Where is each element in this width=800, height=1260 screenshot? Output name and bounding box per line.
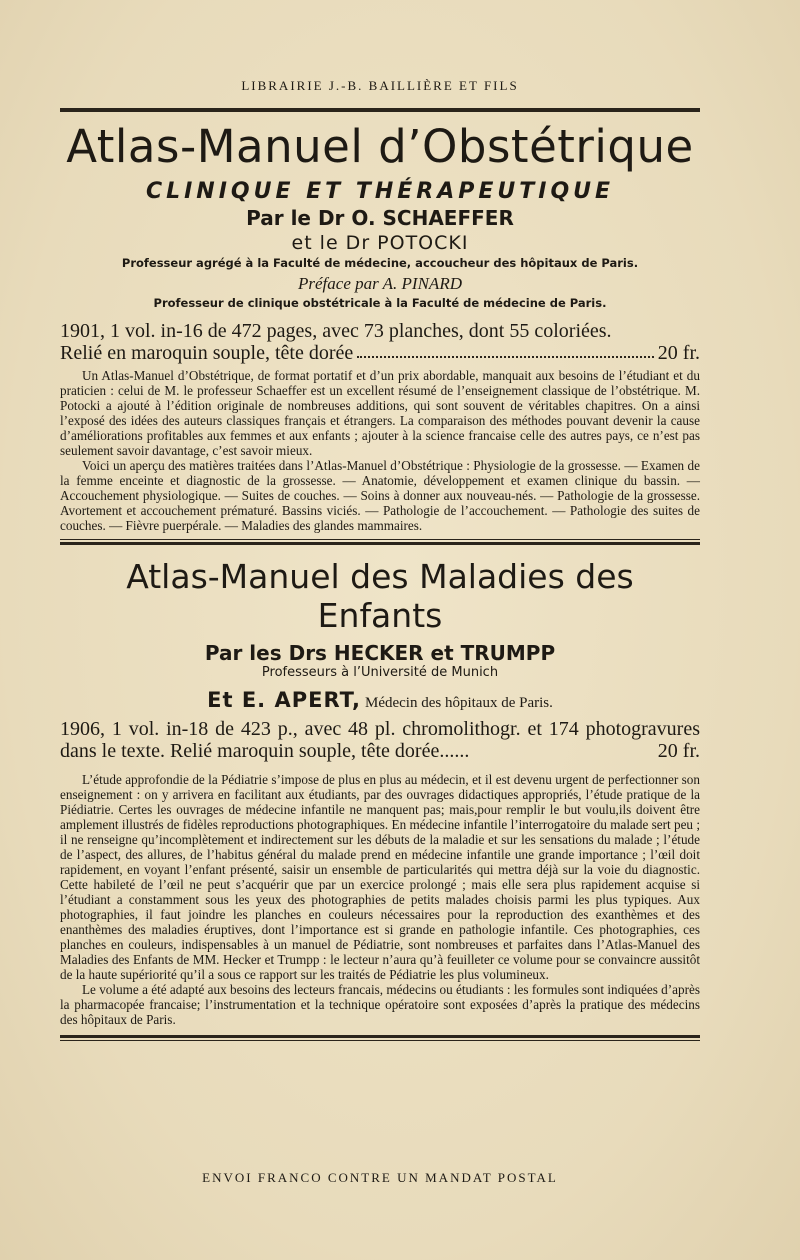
book2-pub-info: 1906, 1 vol. in-18 de 423 p., avec 48 pl. chromolithogr. et 174 photogravures dans le texte. Relié maroquin souple, tête dorée...... <box>60 718 700 762</box>
book2-paragraph: L’étude approfondie de la Pédiatrie s’impose de plus en plus au médecin, et il est devenu urgent de perfectionner son enseignement : on y arrivera en facilitant aux étudiants, par des ouvrages didactiques appropriés, l’étude pratique de la Piédiatrie. Certes les ouvrages de médecine infantile ne manquent pas; mais,pour remplir le but voulu,ils doivent être amplement illustrés de fidèles reproductions photographiques. En médecine infantile l’interrogatoire du malade sert peu ; il ne renseigne qu’incomplètement et indirectement sur les débuts de la maladie et sur les sensations du malade ; l’étude de l’aspect, des allures, de l’habitus général du malade prend en médecine infantile une grande importance ; l’œil doit rapidement, en voyant l’enfant présenté, saisir un ensemble de particularités qui mettra déjà sur la voie du diagnostic. Cette habileté de l’œil ne peut s’acquérir que par un exercice prolongé ; mais elle sera plus rapidement acquise si l’étudiant a constamment sous les yeux des photographies de petits malades choisis parmi les plus typiques. Aux photographies, il faut joindre les planches en couleurs nécessaires pour la reproduction des exanthèmes et des enanthèmes des maladies éruptives, dont l’importance est si grande en pathologie infantile. Ces photographies, ces planches en couleurs, indispensables à un manuel de Pédiatrie, sont nombreuses et parfaites dans l’Atlas-Manuel des Maladies des Enfants de MM. Hecker et Trumpp : le lecteur n’aura qu’à feuilleter ce volume pour se convaincre aussitôt de la haute supériorité qu’il a sous ce rapport sur les traités de Pédiatrie les plus volumineux. <box>60 772 700 982</box>
book1-paragraph: Un Atlas-Manuel d’Obstétrique, de format portatif et d’un prix abordable, manquait aux besoins de l’étudiant et du praticien : celui de M. le professeur Schaeffer est un excellent résumé de l’enseignement classique de l’obstétrique. M. Potocki a ajouté à l’édition originale de nombreuses additions, qui sont souvent de véritables chapitres. On a ainsi l’exposé des idées des auteurs classiques français et étrangers. La comparaison des méthodes pouvant devenir la cause d’améliorations profitables aux femmes et aux enfants ; ajouter à la science francaise celle des autres pays, ce n’est pas seulement savoir davantage, c’est savoir mieux. <box>60 368 700 458</box>
book2-title: Atlas-Manuel des Maladies des Enfants <box>126 557 634 635</box>
book2-author-third: Et E. APERT, <box>207 688 361 712</box>
book2-author-main: Par les Drs HECKER et TRUMPP <box>204 641 556 665</box>
book1-price-line <box>60 342 700 364</box>
book2-author-third-line <box>60 688 700 712</box>
book1-pub-info: 1901, 1 vol. in-16 de 472 pages, avec 73 planches, dont 55 coloriées. <box>60 320 612 342</box>
footer-note: ENVOI FRANCO CONTRE UN MANDAT POSTAL <box>202 1170 558 1185</box>
bottom-rule-thick <box>60 1035 700 1038</box>
book1-author-main: Par le Dr O. SCHAEFFER <box>246 206 514 230</box>
book1-subtitle: CLINIQUE ET THÉRAPEUTIQUE <box>145 179 615 204</box>
book1-author-credentials: Professeur agrégé à la Faculté de médecine, accoucheur des hôpitaux de Paris. <box>121 256 639 270</box>
divider-thin <box>60 539 700 540</box>
book2-description <box>60 772 700 1027</box>
section-divider <box>60 539 700 545</box>
bottom-rule-thin <box>60 1040 700 1041</box>
book1-author-second: et le Dr POTOCKI <box>291 232 469 254</box>
book1-preface-credentials: Professeur de clinique obstétricale à la Faculté de médecine de Paris. <box>153 296 607 310</box>
book2-author-third-credentials: Médecin des hôpitaux de Paris. <box>364 695 553 711</box>
book1-price: 20 fr. <box>657 342 700 364</box>
top-rule <box>60 108 700 112</box>
book2-pub-info-block <box>60 718 700 762</box>
publisher-header: LIBRAIRIE J.-B. BAILLIÈRE ET FILS <box>241 78 519 93</box>
book2-paragraph: Le volume a été adapté aux besoins des lecteurs francais, médecins ou étudiants : les formules sont indiquées d’après la pharmacopée francaise; l’instrumentation et la technique opératoire sont exposées d’après la pratique des médecins des hôpitaux de Paris. <box>60 982 700 1027</box>
bottom-rule <box>60 1035 700 1041</box>
divider-thick <box>60 542 700 545</box>
book1-binding: Relié en maroquin souple, tête dorée <box>60 342 354 364</box>
dot-leader <box>357 342 654 358</box>
book1-paragraph: Voici un aperçu des matières traitées dans l’Atlas-Manuel d’Obstétrique : Physiologie de la grossesse. — Examen de la femme enceinte et diagnostic de la grossesse. — Anatomie, développement et examen clinique du bassin. — Accouchement physiologique. — Suites de couches. — Soins à donner aux nouveau-nés. — Pathologie de la grossesse. Avortement et accouchement prématuré. Bassins viciés. — Pathologie de l’accouchement. — Pathologie des suites de couches. — Fièvre puerpérale. — Maladies des glandes mammaires. <box>60 458 700 533</box>
book2-author-credentials: Professeurs à l’Université de Munich <box>261 665 499 680</box>
book1-title: Atlas-Manuel d’Obstétrique <box>66 120 694 173</box>
book1-description <box>60 368 700 533</box>
book2-price: 20 fr. <box>657 740 700 762</box>
book1-preface: Préface par A. PINARD <box>298 274 462 293</box>
content-column <box>60 78 700 1041</box>
